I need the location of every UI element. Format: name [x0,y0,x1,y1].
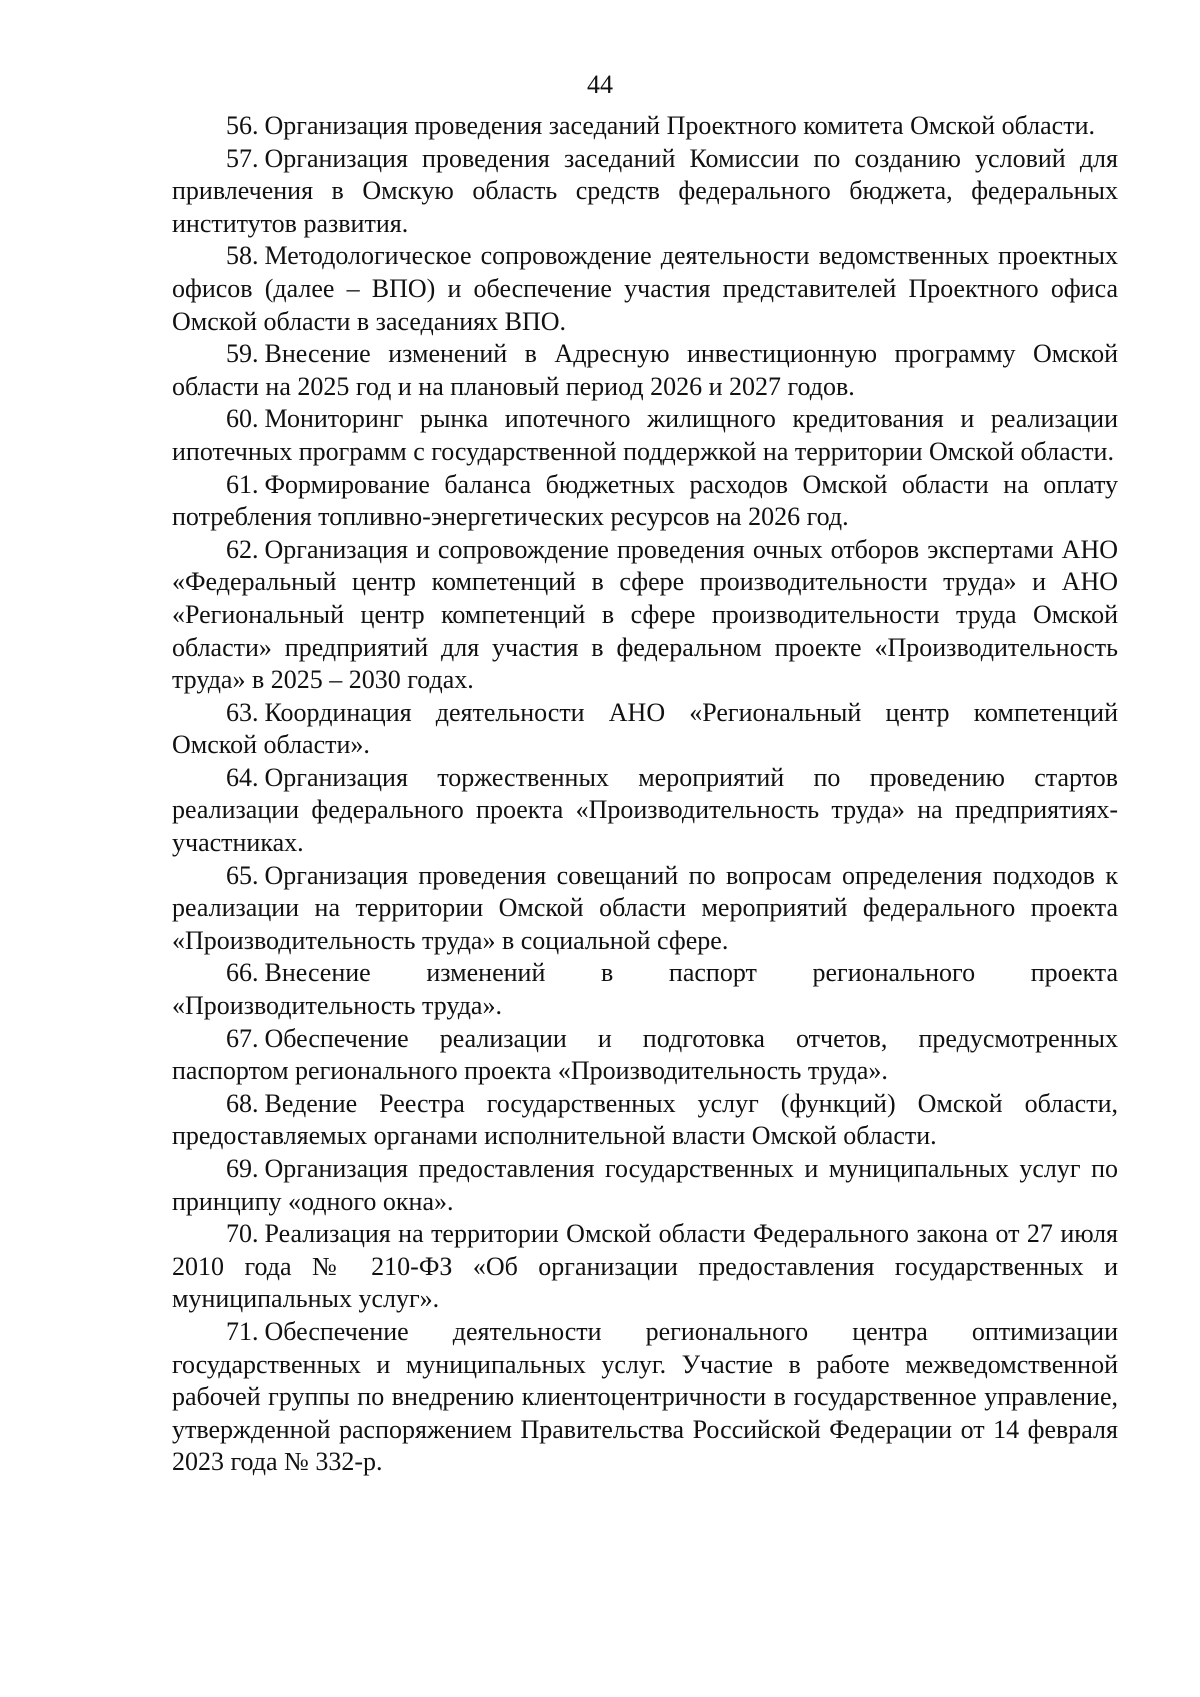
item-number: 62. [226,534,259,564]
item-text: Формирование баланса бюджетных расходов Омской области на оплату потребления топливно-энергетических ресурсов на 2026 год. [172,469,1118,532]
list-item [172,403,1118,468]
item-number: 68. [226,1088,259,1118]
list-item [172,860,1118,958]
item-text: Ведение Реестра государственных услуг (функций) Омской области, предоставляемых органами исполнительной власти Омской области. [172,1088,1118,1151]
item-number: 70. [226,1219,259,1249]
list-item [172,1316,1118,1479]
list-item [172,1153,1118,1218]
item-number: 66. [226,958,259,988]
list-item [172,110,1118,143]
item-text: Организация проведения совещаний по вопросам определения подходов к реализации на территории Омской области мероприятий федерального проекта «Производительность труда» в социальной сфере. [172,860,1118,955]
list-item [172,957,1118,1022]
item-number: 69. [226,1154,259,1183]
item-number: 57. [226,143,259,173]
item-number: 61. [226,469,259,499]
document-body [172,110,1118,1479]
list-item [172,240,1118,338]
item-number: 60. [226,404,259,434]
item-number: 58. [226,241,259,271]
list-item [172,1023,1118,1088]
list-item [172,469,1118,534]
list-item [172,697,1118,762]
item-text: Обеспечение реализации и подготовка отчетов, предусмотренных паспортом регионального проекта «Производительность труда». [172,1023,1118,1086]
list-item [172,1088,1118,1153]
item-number: 67. [226,1023,259,1053]
item-text: Реализация на территории Омской области Федерального закона от 27 июля 2010 года № 210-ФЗ «Об организации предоставления государственных и муниципальных услуг». [172,1219,1118,1314]
item-text: Внесение изменений в паспорт регионального проекта «Производительность труда». [172,958,1118,1021]
item-text: Организация и сопровождение проведения очных отборов экспертами АНО «Федеральный центр компетенций в сфере производительности труда» и АНО «Региональный центр компетенций в сфере производительности труда Омской области» предприятий для участия в федеральном проекте «Производительность труда» в 2025 – 2030 годах. [172,534,1118,695]
item-number: 65. [226,860,259,890]
item-text: Обеспечение деятельности регионального центра оптимизации государственных и муниципальных услуг. Участие в работе межведомственной рабочей группы по внедрению клиентоцентричности в государственное управление, утвержденной распоряжением Правительства Российской Федерации от 14 февраля 2023 года № 332-р. [172,1316,1118,1477]
item-text: Мониторинг рынка ипотечного жилищного кредитования и реализации ипотечных программ с государственной поддержкой на территории Омской области. [172,404,1118,466]
item-number: 63. [226,697,259,727]
item-text: Организация предоставления государственных и муниципальных услуг по принципу «одного окна». [172,1154,1118,1216]
item-text: Внесение изменений в Адресную инвестиционную программу Омской области на 2025 год и на плановый период 2026 и 2027 годов. [172,339,1118,401]
item-text: Организация торжественных мероприятий по проведению стартов реализации федерального проекта «Производительность труда» на предприятиях-участниках. [172,762,1118,858]
item-number: 56. [226,111,259,140]
list-item [172,143,1118,241]
list-item [172,338,1118,403]
item-number: 64. [226,762,259,792]
page-number: 44 [587,70,613,99]
item-text: Методологическое сопровождение деятельности ведомственных проектных офисов (далее – ВПО) и обеспечение участия представителей Проектного офиса Омской области в заседаниях ВПО. [172,241,1118,336]
item-text: Организация проведения заседаний Комиссии по созданию условий для привлечения в Омскую область средств федерального бюджета, федеральных институтов развития. [172,143,1118,238]
item-text: Координация деятельности АНО «Региональный центр компетенций Омской области». [172,697,1118,760]
item-text: Организация проведения заседаний Проектного комитета Омской области. [264,111,1096,140]
list-item [172,534,1118,697]
list-item [172,762,1118,860]
item-number: 59. [226,339,259,369]
list-item [172,1218,1118,1316]
item-number: 71. [226,1316,259,1346]
